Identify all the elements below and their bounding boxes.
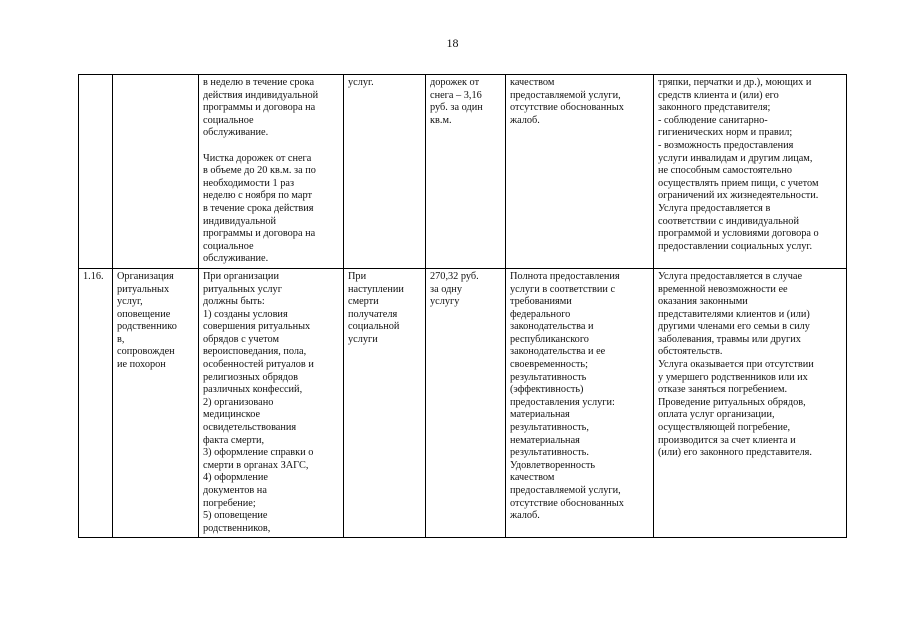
table-row [79, 75, 847, 269]
cell-text-line: документов на [203, 485, 267, 496]
service-number-cell [79, 75, 113, 269]
cell-text-line: гигиенических норм и правил; [658, 127, 793, 139]
cell-text-line: Услуга предоставляется в [658, 202, 771, 214]
cell-text-line: Организация [117, 270, 174, 282]
cell-text-line: Услуга оказывается при отсутствии [658, 359, 814, 371]
cell-text-line: оплата услуг организации, [658, 409, 775, 421]
cell-text-line: предоставления услуги: [510, 396, 615, 408]
cell-text-line: результативность [510, 371, 587, 383]
cell-text-line: отсутствие обоснованных [510, 102, 624, 114]
cell-text-line: предоставлении социальных услуг. [658, 240, 813, 252]
cell-text-line: (или) его законного представителя. [658, 447, 812, 459]
cell-text-line: в объеме до 20 кв.м. за по [203, 165, 316, 177]
cell-text-line: Удовлетворенность [510, 459, 596, 471]
cell-text-line: социальное [203, 240, 254, 252]
cell-text-line: Чистка дорожек от снега [203, 152, 312, 164]
service-conditions-cell [654, 75, 847, 269]
service-price-cell [426, 268, 506, 537]
cell-text-line: заболевания, травмы или других [658, 333, 801, 345]
cell-text-line: средств клиента и (или) его [658, 89, 779, 101]
service-number-cell [79, 268, 113, 537]
cell-text-line: жалоб. [510, 114, 540, 126]
cell-text-line: снега – 3,16 [430, 89, 482, 101]
cell-text-line: качеством [510, 77, 555, 88]
cell-text-line: в течение срока действия [203, 202, 314, 214]
cell-text-line: представителями клиентов и (или) [658, 308, 810, 320]
cell-text-line: осуществлять прием пищи, с учетом [658, 177, 819, 189]
cell-text-line: услугу [430, 296, 460, 308]
cell-text-line: вероисповедания, пола, [203, 346, 307, 358]
cell-text-line: в неделю в течение срока [203, 77, 315, 88]
cell-text-line: религиозных обрядов [203, 371, 298, 383]
service-content-cell [199, 268, 344, 537]
cell-text-line: смерти в органах ЗАГС, [203, 459, 309, 471]
cell-text-line: неделю с ноября по март [203, 190, 312, 202]
service-term-cell [344, 268, 426, 537]
cell-text-line: 4) оформление [203, 472, 268, 484]
cell-text-line: производится за счет клиента и [658, 434, 796, 446]
cell-text-line: оповещение [117, 308, 171, 320]
cell-text-line: жалоб. [510, 510, 540, 522]
cell-text-line: должны быть: [203, 296, 265, 308]
cell-text-line: законодательства и [510, 321, 594, 333]
cell-text-line: обслуживание. [203, 253, 269, 265]
cell-text-line: (эффективность) [510, 384, 584, 396]
cell-text-line: услуги [348, 333, 378, 345]
cell-text-line: кв.м. [430, 114, 452, 126]
service-content-cell [199, 75, 344, 269]
cell-text-line: 1) созданы условия [203, 308, 288, 320]
cell-text-line: не способным самостоятельно [658, 165, 792, 177]
cell-text-line: отсутствие обоснованных [510, 497, 624, 509]
service-price-cell [426, 75, 506, 269]
cell-text-line: При [348, 270, 367, 282]
blank-line [203, 140, 339, 153]
cell-text-line: социальное [203, 114, 254, 126]
cell-text-line: временной невозможности ее [658, 283, 788, 295]
cell-text-line: отказе заняться погребением. [658, 384, 788, 396]
cell-text-line: оказания законными [658, 296, 748, 308]
cell-text-line: результативность, [510, 422, 589, 434]
cell-text-line: обстоятельств. [658, 346, 723, 358]
cell-text-line: руб. за один [430, 102, 483, 114]
cell-text-line: ритуальных [117, 283, 170, 295]
cell-text-line: сопровожден [117, 346, 175, 358]
cell-text-line: Услуга предоставляется в случае [658, 270, 803, 282]
cell-text-line: Полнота предоставления [510, 270, 620, 282]
table-row [79, 268, 847, 537]
cell-text-line: ритуальных услуг [203, 283, 282, 295]
cell-text-line: предоставляемой услуги, [510, 485, 621, 496]
cell-text-line: республиканского [510, 333, 589, 345]
service-name-cell [113, 75, 199, 269]
cell-text-line: родственнико [117, 321, 177, 333]
cell-text-line: получателя [348, 308, 398, 320]
cell-text-line: 3) оформление справки о [203, 447, 314, 459]
cell-text-line: за одну [430, 283, 462, 295]
services-table [78, 74, 847, 538]
cell-text-line: услуги в соответствии с [510, 283, 616, 295]
cell-text-line: действия индивидуальной [203, 89, 319, 101]
service-name-cell [113, 268, 199, 537]
cell-text-line: необходимости 1 раз [203, 177, 295, 189]
cell-text-line: При организации [203, 270, 279, 282]
cell-text-line: - возможность предоставления [658, 139, 794, 151]
cell-text-line: своевременность; [510, 359, 588, 371]
cell-text-line: ие похорон [117, 359, 166, 371]
cell-text-line: освидетельствования [203, 422, 297, 434]
cell-text-line: предоставляемой услуги, [510, 89, 621, 101]
cell-text-line: услуг. [348, 77, 374, 88]
cell-text-line: услуг, [117, 296, 143, 308]
service-quality-cell [506, 75, 654, 269]
cell-text-line: результативность. [510, 447, 589, 459]
cell-text-line: обрядов с учетом [203, 333, 279, 345]
cell-text-line: у умершего родственников или их [658, 371, 808, 383]
cell-text-line: материальная [510, 409, 570, 421]
cell-text-line: федерального [510, 308, 571, 320]
cell-text-line: законодательства и ее [510, 346, 606, 358]
service-conditions-cell [654, 268, 847, 537]
cell-text-line: качеством [510, 472, 555, 484]
cell-text-line: соответствии с индивидуальной [658, 215, 799, 227]
cell-text-line: смерти [348, 296, 379, 308]
cell-text-line: дорожек от [430, 77, 480, 88]
cell-text-line: различных конфессий, [203, 384, 303, 396]
cell-text-line: 1.16. [83, 270, 104, 282]
cell-text-line: медицинское [203, 409, 261, 421]
cell-text-line: программой и условиями договора о [658, 228, 819, 240]
cell-text-line: погребение; [203, 497, 256, 509]
cell-text-line: 2) организовано [203, 396, 274, 408]
cell-text-line: услуги инвалидам и другим лицам, [658, 152, 813, 164]
cell-text-line: родственников, [203, 522, 271, 534]
cell-text-line: 270,32 руб. [430, 270, 479, 282]
cell-text-line: требованиями [510, 296, 572, 308]
cell-text-line: индивидуальной [203, 215, 277, 227]
service-term-cell [344, 75, 426, 269]
cell-text-line: факта смерти, [203, 434, 265, 446]
cell-text-line: - соблюдение санитарно- [658, 114, 768, 126]
cell-text-line: программы и договора на [203, 102, 316, 114]
cell-text-line: Проведение ритуальных обрядов, [658, 396, 806, 408]
cell-text-line: другими членами его семьи в силу [658, 321, 810, 333]
cell-text-line: законного представителя; [658, 102, 771, 114]
cell-text-line: тряпки, перчатки и др.), моющих и [658, 77, 812, 88]
cell-text-line: особенностей ритуалов и [203, 359, 314, 371]
cell-text-line: осуществляющей погребение, [658, 422, 791, 434]
service-quality-cell [506, 268, 654, 537]
cell-text-line: ограничений их жизнедеятельности. [658, 190, 819, 202]
cell-text-line: совершения ритуальных [203, 321, 311, 333]
cell-text-line: программы и договора на [203, 228, 316, 240]
cell-text-line: социальной [348, 321, 400, 333]
cell-text-line: нематериальная [510, 434, 580, 446]
cell-text-line: 5) оповещение [203, 510, 268, 522]
cell-text-line: в, [117, 333, 125, 345]
cell-text-line: обслуживание. [203, 127, 269, 139]
page-number: 18 [446, 36, 459, 50]
cell-text-line: наступлении [348, 283, 404, 295]
